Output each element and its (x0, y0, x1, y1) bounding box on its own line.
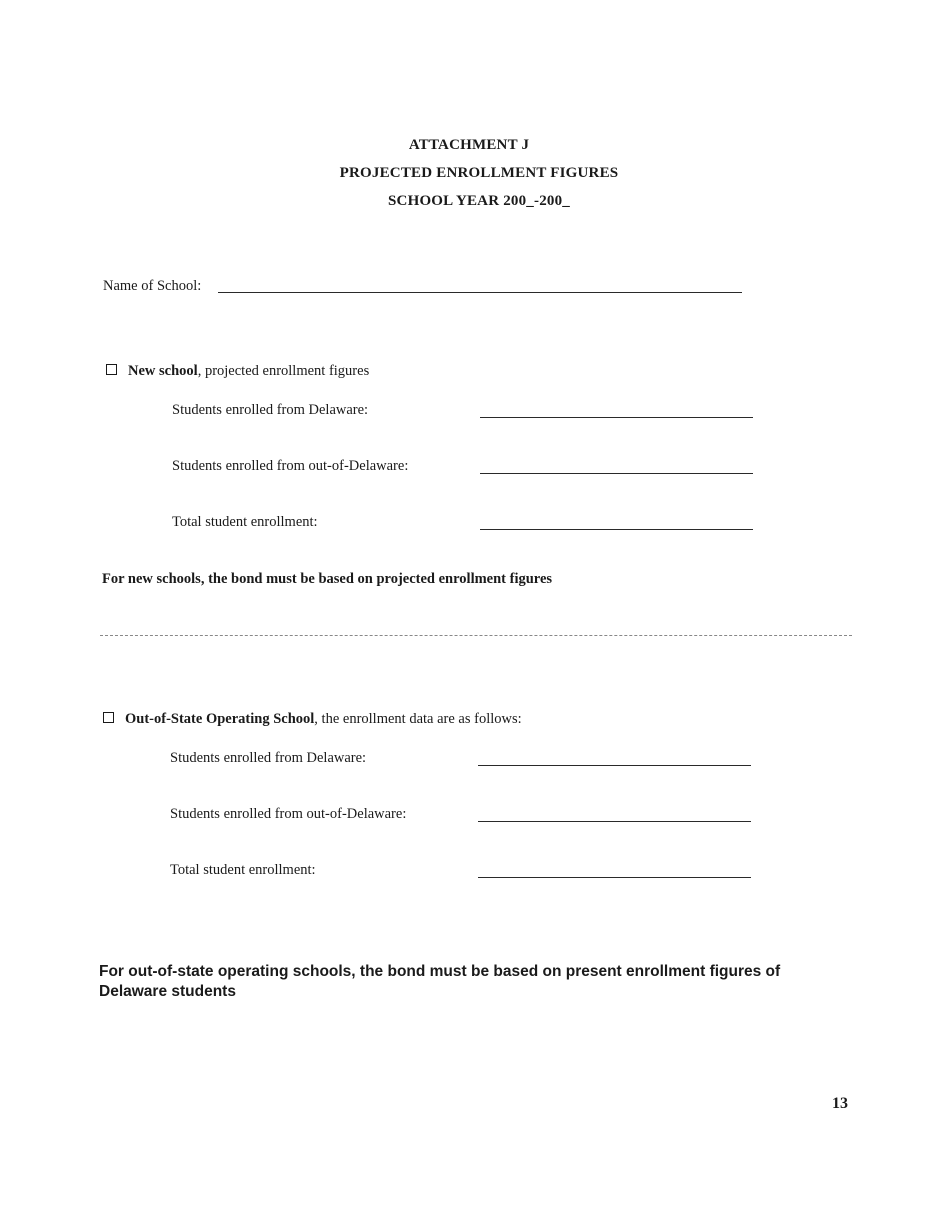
school-year-title: SCHOOL YEAR 200_-200_ (388, 193, 570, 209)
new-school-heading-rest: , projected enrollment figures (197, 363, 370, 379)
document-title: PROJECTED ENROLLMENT FIGURES (339, 165, 619, 181)
out-of-state-delaware-label: Students enrolled from Delaware: (170, 750, 367, 766)
new-school-checkbox[interactable] (106, 364, 117, 375)
out-of-state-heading (125, 711, 522, 728)
school-name-field[interactable] (218, 292, 742, 293)
out-of-state-out-of-delaware-field[interactable] (478, 821, 751, 822)
new-school-heading-bold: New school (128, 363, 198, 379)
out-of-state-bond-note: For out-of-state operating schools, the bond must be based on present enrollment figures of Delaware students (99, 963, 781, 1000)
out-of-state-delaware-field[interactable] (478, 765, 751, 766)
attachment-title: ATTACHMENT J (408, 137, 530, 153)
new-school-total-field[interactable] (480, 529, 753, 530)
new-school-heading (128, 363, 369, 380)
new-school-delaware-label: Students enrolled from Delaware: (172, 402, 369, 418)
new-school-out-of-delaware-label: Students enrolled from out-of-Delaware: (172, 458, 409, 474)
out-of-state-out-of-delaware-label: Students enrolled from out-of-Delaware: (170, 806, 407, 822)
new-school-out-of-delaware-field[interactable] (480, 473, 753, 474)
new-school-bond-note: For new schools, the bond must be based on projected enrollment figures (102, 571, 553, 587)
section-divider (100, 635, 852, 636)
out-of-state-checkbox[interactable] (103, 712, 114, 723)
new-school-delaware-field[interactable] (480, 417, 753, 418)
school-name-label: Name of School: (103, 278, 202, 294)
out-of-state-total-field[interactable] (478, 877, 751, 878)
out-of-state-heading-rest: , the enrollment data are as follows: (314, 711, 522, 727)
out-of-state-total-label: Total student enrollment: (170, 862, 316, 878)
page-number: 13 (832, 1095, 848, 1112)
out-of-state-heading-bold: Out-of-State Operating School (125, 711, 315, 727)
new-school-total-label: Total student enrollment: (172, 514, 318, 530)
